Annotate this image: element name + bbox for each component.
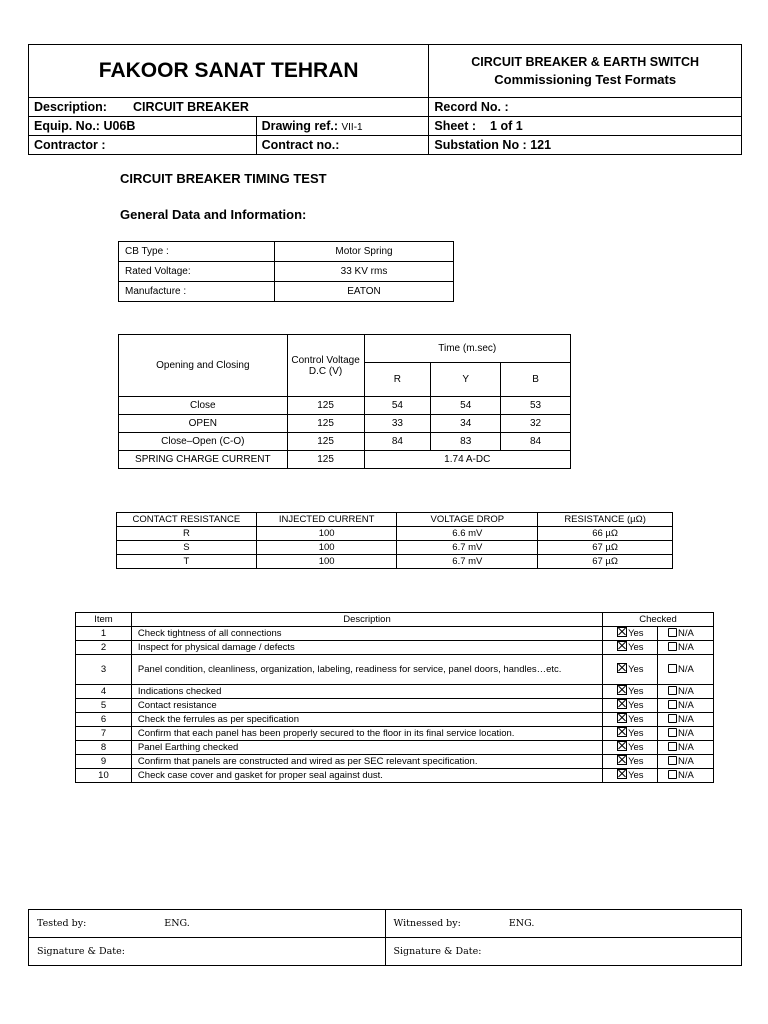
checklist-table	[75, 612, 714, 783]
yes-label: Yes	[628, 714, 644, 725]
spring-op: SPRING CHARGE CURRENT	[119, 451, 288, 469]
checklist-item-number: 1	[76, 627, 132, 641]
checklist-na[interactable]	[658, 699, 714, 713]
timing-y: 83	[431, 433, 501, 451]
general-data-value: EATON	[275, 282, 454, 302]
na-label: N/A	[678, 741, 694, 753]
sheet-cell	[429, 117, 742, 136]
equip-cell	[29, 117, 257, 136]
checklist-yes[interactable]	[603, 713, 658, 727]
checked-box-icon[interactable]	[617, 713, 627, 723]
equip-value: U06B	[103, 119, 136, 133]
timing-y: 34	[431, 415, 501, 433]
sheet-label: Sheet :	[434, 119, 477, 133]
timing-table	[118, 334, 571, 469]
contract-label: Contract no.:	[261, 138, 340, 152]
checklist-na[interactable]	[658, 713, 714, 727]
contractor-label: Contractor :	[34, 138, 106, 152]
checklist-row	[76, 641, 714, 655]
cr-row	[117, 527, 673, 541]
phase-b-header: B	[501, 363, 571, 397]
checklist-item-number: 5	[76, 699, 132, 713]
unchecked-box-icon[interactable]	[668, 756, 677, 765]
checklist-item-number: 3	[76, 655, 132, 685]
checklist-row	[76, 699, 714, 713]
description-value: CIRCUIT BREAKER	[132, 100, 249, 114]
checklist-yes[interactable]	[603, 741, 658, 755]
yes-label: Yes	[628, 642, 644, 653]
spring-cv: 125	[287, 451, 364, 469]
checklist-na[interactable]	[658, 755, 714, 769]
checked-box-icon[interactable]	[617, 741, 627, 751]
timing-b: 53	[501, 397, 571, 415]
yes-label: Yes	[628, 728, 644, 739]
general-data-row	[119, 282, 454, 302]
timing-op: OPEN	[119, 415, 288, 433]
cr-voltage: 6.7 mV	[397, 555, 538, 569]
checked-box-icon[interactable]	[617, 769, 627, 779]
cr-current: 100	[256, 527, 397, 541]
checklist-yes[interactable]	[603, 685, 658, 699]
na-label: N/A	[678, 685, 694, 697]
cr-header: CONTACT RESISTANCE	[117, 513, 257, 527]
timing-header-op: Opening and Closing	[119, 335, 288, 397]
record-label: Record No. :	[434, 100, 509, 114]
yes-label: Yes	[628, 756, 644, 767]
checklist-row	[76, 727, 714, 741]
checked-box-icon[interactable]	[617, 627, 627, 637]
signature-table	[28, 909, 742, 966]
general-data-row	[119, 242, 454, 262]
cr-voltage: 6.6 mV	[397, 527, 538, 541]
cr-phase: S	[117, 541, 257, 555]
yes-label: Yes	[628, 628, 644, 639]
yes-label: Yes	[628, 664, 644, 675]
form-title-line2: Commissioning Test Formats	[494, 72, 677, 87]
form-title	[429, 45, 742, 98]
checked-box-icon[interactable]	[617, 641, 627, 651]
timing-header-cv: Control Voltage D.C (V)	[287, 335, 364, 397]
checklist-yes[interactable]	[603, 699, 658, 713]
cr-header: RESISTANCE (µΩ)	[538, 513, 673, 527]
timing-row	[119, 415, 571, 433]
checklist-description: Panel condition, cleanliness, organization, labeling, readiness for service, panel doors, handles…etc.	[131, 655, 602, 685]
cr-voltage: 6.7 mV	[397, 541, 538, 555]
timing-cv: 125	[287, 415, 364, 433]
cr-row	[117, 541, 673, 555]
checklist-item-number: 9	[76, 755, 132, 769]
cr-phase: T	[117, 555, 257, 569]
checklist-row	[76, 741, 714, 755]
document-header	[28, 44, 742, 155]
timing-op: Close	[119, 397, 288, 415]
unchecked-box-icon[interactable]	[668, 686, 677, 695]
checklist-na[interactable]	[658, 655, 714, 685]
checklist-header-item: Item	[76, 613, 132, 627]
tested-signature-cell	[29, 938, 386, 966]
timing-row	[119, 433, 571, 451]
general-data-value: Motor Spring	[275, 242, 454, 262]
cr-resistance: 67 µΩ	[538, 555, 673, 569]
checklist-na[interactable]	[658, 627, 714, 641]
timing-b: 84	[501, 433, 571, 451]
na-label: N/A	[678, 663, 694, 675]
general-data-label: Rated Voltage:	[119, 262, 275, 282]
contractor-cell	[29, 136, 257, 155]
na-label: N/A	[678, 755, 694, 767]
yes-label: Yes	[628, 686, 644, 697]
yes-label: Yes	[628, 700, 644, 711]
cr-phase: R	[117, 527, 257, 541]
general-heading: General Data and Information:	[120, 207, 307, 222]
contact-resistance-table	[116, 512, 673, 569]
witnessed-by-cell	[385, 910, 742, 938]
checklist-na[interactable]	[658, 741, 714, 755]
substation-label: Substation No :	[434, 138, 527, 152]
checklist-na[interactable]	[658, 685, 714, 699]
tested-by-cell	[29, 910, 386, 938]
substation-cell	[429, 136, 742, 155]
checklist-yes[interactable]	[603, 641, 658, 655]
drawing-value: VII-1	[341, 122, 363, 133]
drawing-cell	[256, 117, 429, 136]
yes-label: Yes	[628, 770, 644, 781]
description-cell	[29, 98, 429, 117]
sheet-value: 1 of 1	[490, 119, 523, 133]
cr-header: VOLTAGE DROP	[397, 513, 538, 527]
timing-r: 54	[364, 397, 431, 415]
timing-r: 33	[364, 415, 431, 433]
checklist-description: Confirm that panels are constructed and wired as per SEC relevant specification.	[131, 755, 602, 769]
checklist-description: Confirm that each panel has been properly secured to the floor in its final service location.	[131, 727, 602, 741]
signature-date-label: Signature & Date:	[37, 946, 125, 957]
checklist-header-description: Description	[131, 613, 602, 627]
checklist-row	[76, 713, 714, 727]
timing-y: 54	[431, 397, 501, 415]
na-label: N/A	[678, 713, 694, 725]
unchecked-box-icon[interactable]	[668, 714, 677, 723]
spring-value: 1.74 A-DC	[364, 451, 571, 469]
drawing-label: Drawing ref.:	[261, 119, 338, 133]
timing-op: Close–Open (C-O)	[119, 433, 288, 451]
na-label: N/A	[678, 641, 694, 653]
cr-resistance: 66 µΩ	[538, 527, 673, 541]
na-label: N/A	[678, 769, 694, 781]
checklist-description: Check tightness of all connections	[131, 627, 602, 641]
checked-box-icon[interactable]	[617, 755, 627, 765]
timing-cv: 125	[287, 397, 364, 415]
yes-label: Yes	[628, 742, 644, 753]
checklist-yes[interactable]	[603, 655, 658, 685]
checklist-description: Panel Earthing checked	[131, 741, 602, 755]
phase-y-header: Y	[431, 363, 501, 397]
phase-r-header: R	[364, 363, 431, 397]
general-data-table	[118, 241, 454, 302]
test-title: CIRCUIT BREAKER TIMING TEST	[120, 171, 327, 186]
cr-row	[117, 555, 673, 569]
timing-cv: 125	[287, 433, 364, 451]
cr-current: 100	[256, 541, 397, 555]
contract-cell	[256, 136, 429, 155]
witnessed-signature-cell	[385, 938, 742, 966]
checklist-row	[76, 627, 714, 641]
tested-by-label: Tested by:	[37, 918, 87, 929]
unchecked-box-icon[interactable]	[668, 628, 677, 637]
checklist-item-number: 2	[76, 641, 132, 655]
company-name: FAKOOR SANAT TEHRAN	[29, 45, 429, 98]
checklist-na[interactable]	[658, 769, 714, 783]
na-label: N/A	[678, 699, 694, 711]
timing-r: 84	[364, 433, 431, 451]
checklist-item-number: 8	[76, 741, 132, 755]
checklist-row	[76, 685, 714, 699]
checklist-na[interactable]	[658, 641, 714, 655]
checked-box-icon[interactable]	[617, 663, 627, 673]
witnessed-by-value: ENG.	[508, 918, 535, 929]
na-label: N/A	[678, 627, 694, 639]
checked-box-icon[interactable]	[617, 685, 627, 695]
unchecked-box-icon[interactable]	[668, 742, 677, 751]
checklist-row	[76, 655, 714, 685]
checklist-description: Check the ferrules as per specification	[131, 713, 602, 727]
checklist-description: Inspect for physical damage / defects	[131, 641, 602, 655]
checklist-yes[interactable]	[603, 727, 658, 741]
signature-date-label: Signature & Date:	[393, 946, 482, 957]
record-cell	[429, 98, 742, 117]
general-data-label: Manufacture :	[119, 282, 275, 302]
checklist-item-number: 10	[76, 769, 132, 783]
checklist-description: Indications checked	[131, 685, 602, 699]
unchecked-box-icon[interactable]	[668, 728, 677, 737]
description-label: Description:	[34, 100, 107, 114]
checklist-description: Contact resistance	[131, 699, 602, 713]
form-title-line1: CIRCUIT BREAKER & EARTH SWITCH	[471, 55, 700, 69]
spring-charge-row	[119, 451, 571, 469]
checked-box-icon[interactable]	[617, 699, 627, 709]
tested-by-value: ENG.	[164, 918, 190, 929]
equip-label: Equip. No.:	[34, 119, 100, 133]
unchecked-box-icon[interactable]	[668, 664, 677, 673]
unchecked-box-icon[interactable]	[668, 700, 677, 709]
general-data-label: CB Type :	[119, 242, 275, 262]
checklist-row	[76, 755, 714, 769]
timing-header-time: Time (m.sec)	[364, 335, 571, 363]
checklist-header-checked: Checked	[603, 613, 714, 627]
general-data-value: 33 KV rms	[275, 262, 454, 282]
checklist-item-number: 6	[76, 713, 132, 727]
substation-value: 121	[530, 138, 552, 152]
cr-header: INJECTED CURRENT	[256, 513, 397, 527]
general-data-row	[119, 262, 454, 282]
checked-box-icon[interactable]	[617, 727, 627, 737]
cr-current: 100	[256, 555, 397, 569]
checklist-description: Check case cover and gasket for proper seal against dust.	[131, 769, 602, 783]
checklist-yes[interactable]	[603, 627, 658, 641]
checklist-yes[interactable]	[603, 755, 658, 769]
checklist-item-number: 7	[76, 727, 132, 741]
unchecked-box-icon[interactable]	[668, 642, 677, 651]
checklist-row	[76, 769, 714, 783]
checklist-item-number: 4	[76, 685, 132, 699]
timing-b: 32	[501, 415, 571, 433]
checklist-yes[interactable]	[603, 769, 658, 783]
timing-row	[119, 397, 571, 415]
witnessed-by-label: Witnessed by:	[393, 918, 461, 929]
checklist-na[interactable]	[658, 727, 714, 741]
na-label: N/A	[678, 727, 694, 739]
cr-resistance: 67 µΩ	[538, 541, 673, 555]
unchecked-box-icon[interactable]	[668, 770, 677, 779]
